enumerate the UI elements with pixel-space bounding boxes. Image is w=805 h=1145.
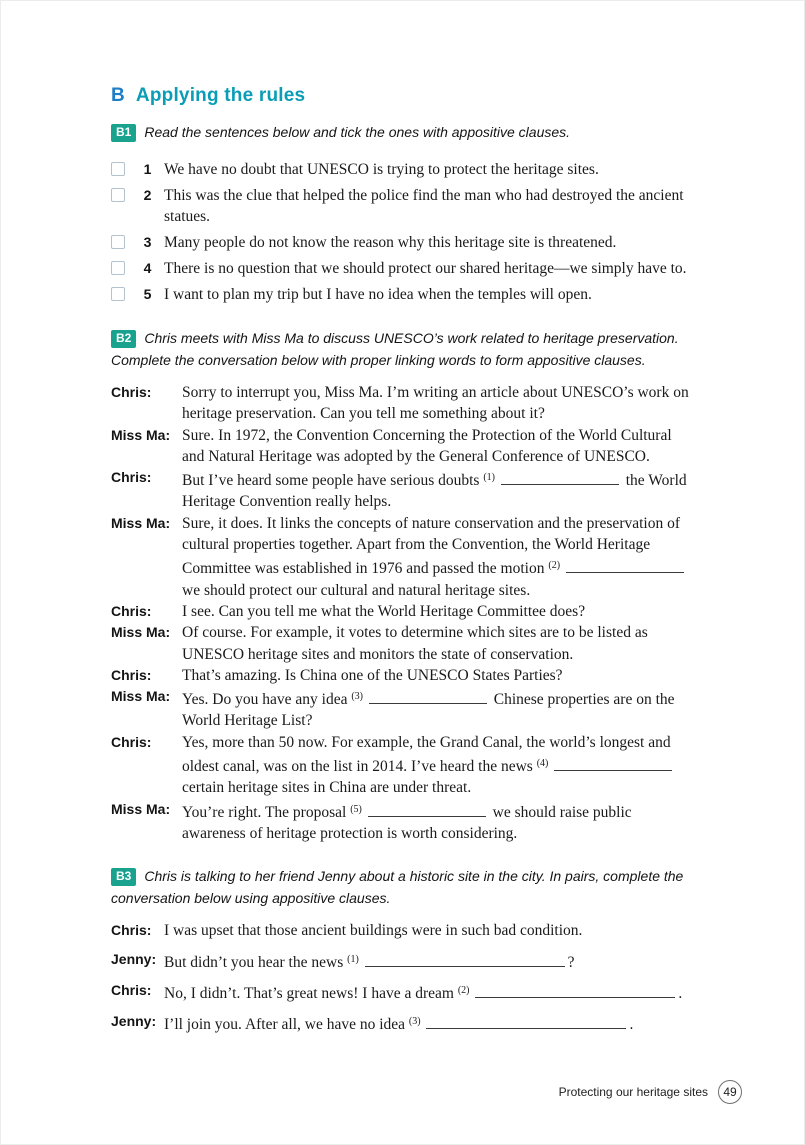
answer-blank[interactable] (475, 987, 675, 998)
dialogue-text: You’re right. The proposal $^{(5)}$ we should raise public awareness of heritage protection is worth considering. (182, 803, 632, 842)
sentence-number: 4 (143, 260, 152, 276)
dialogue-text: Of course. For example, it votes to determine which sites are to be listed as UNESCO heritage sites and monitors the state of conservation. (182, 624, 648, 663)
speaker-name: Chris: (111, 666, 152, 683)
page-footer (559, 1080, 742, 1104)
tick-sentence-row (111, 232, 696, 253)
speaker-name: Chris: (111, 469, 152, 486)
sentence-number: 5 (143, 286, 152, 302)
blank-number: (2) (457, 984, 470, 996)
sentence-text: This was the clue that helped the police find the man who had destroyed the ancient statues. (164, 187, 684, 225)
blank-number: (3) (351, 691, 363, 703)
tick-checkbox[interactable] (111, 235, 125, 249)
exercise-b2-instruction: Chris meets with Miss Ma to discuss UNESCO’s work related to heritage preservation. Complete the conversation below with proper linking words to form appositive clauses. (111, 330, 679, 368)
exercise-badge-b3: B3 (111, 868, 136, 886)
exercise-b3-instruction: Chris is talking to her friend Jenny about a historic site in the city. In pairs, complete the conversation below using appositive clauses. (111, 868, 684, 907)
blank-number: (1) (347, 953, 359, 965)
blank-number: (1) (483, 472, 495, 484)
dialogue-b2 (111, 382, 696, 844)
speaker-name: Miss Ma: (111, 688, 171, 705)
exercise-b3-head (111, 866, 696, 910)
speaker-name: Miss Ma: (111, 426, 171, 443)
dialogue-text: But I’ve heard some people have serious doubts $^{(1)}$ the World Heritage Convention really helps. (182, 472, 687, 511)
speaker-name: Chris: (111, 733, 152, 750)
dialogue-text: Yes. Do you have any idea $^{(3)}$ Chinese properties are on the World Heritage List? (182, 691, 675, 730)
dialogue-text: Sorry to interrupt you, Miss Ma. I’m writing an article about UNESCO’s work on heritage preservation. Can you tell me something about it? (182, 384, 689, 423)
speaker-name: Miss Ma: (111, 800, 171, 817)
speaker-name: Chris: (111, 602, 152, 619)
sentence-number: 1 (143, 161, 152, 177)
exercise-b3 (111, 866, 696, 1035)
dialogue-text: But didn’t you hear the news $^{(1)}$ ? (164, 953, 575, 971)
tick-sentence-row (111, 258, 696, 279)
dialogue-b3 (111, 920, 696, 1035)
exercise-b2-head (111, 328, 696, 372)
exercise-badge-b1: B1 (111, 124, 136, 142)
blank-number: (5) (350, 803, 362, 815)
answer-blank[interactable] (554, 760, 672, 771)
speaker-name: Jenny: (111, 950, 157, 967)
answer-blank[interactable] (566, 562, 684, 573)
speaker-name: Chris: (111, 981, 152, 998)
page-content (1, 1, 804, 1035)
footer-title: Protecting our heritage sites (558, 1085, 708, 1099)
section-letter: B (111, 85, 125, 106)
tick-sentence-row (111, 185, 696, 227)
exercise-b2 (111, 328, 696, 844)
exercise-badge-b2: B2 (111, 330, 136, 348)
tick-checkbox[interactable] (111, 162, 125, 176)
sentence-number: 2 (143, 187, 152, 203)
speaker-name: Miss Ma: (111, 624, 171, 641)
tick-sentence-row (111, 159, 696, 180)
sentence-text: We have no doubt that UNESCO is trying to protect the heritage sites. (164, 161, 599, 178)
speaker-name: Miss Ma: (111, 514, 171, 531)
tick-checkbox[interactable] (111, 188, 125, 202)
answer-blank[interactable] (369, 693, 487, 704)
blank-number: (2) (548, 560, 561, 572)
speaker-name: Chris: (111, 384, 152, 400)
section-title: Applying the rules (135, 85, 306, 106)
exercise-b1 (111, 122, 696, 305)
sentence-text: There is no question that we should protect our shared heritage—we simply have to. (164, 260, 687, 277)
dialogue-text: I was upset that those ancient buildings were in such bad condition. (164, 922, 583, 940)
exercise-b1-instruction: Read the sentences below and tick the ones with appositive clauses. (144, 124, 571, 140)
exercise-b1-head (111, 122, 696, 144)
tick-checkbox[interactable] (111, 261, 125, 275)
answer-blank[interactable] (426, 1018, 626, 1029)
answer-blank[interactable] (501, 474, 619, 485)
dialogue-text: I’ll join you. After all, we have no idea $^{(3)}$ . (164, 1016, 634, 1034)
dialogue-text: No, I didn’t. That’s great news! I have a dream $^{(2)}$ . (164, 984, 683, 1002)
tick-sentence-list (111, 159, 696, 305)
sentence-number: 3 (143, 234, 152, 250)
blank-number: (4) (536, 758, 549, 770)
tick-sentence-row (111, 284, 696, 305)
sentence-text: I want to plan my trip but I have no idea when the temples will open. (164, 286, 592, 303)
tick-checkbox[interactable] (111, 287, 125, 301)
speaker-name: Jenny: (111, 1013, 157, 1030)
sentence-text: Many people do not know the reason why this heritage site is threatened. (164, 234, 617, 251)
speaker-name: Chris: (111, 922, 152, 939)
blank-number: (3) (408, 1016, 421, 1028)
answer-blank[interactable] (368, 806, 486, 817)
dialogue-text: Sure, it does. It links the concepts of nature conservation and the preservation of cultural properties together. Apart from the Convention, the World Heritage Committee was established in 1976 and passed the motion $^{(2)}$ we should protect our cultural and natural heritage sites. (182, 513, 696, 601)
dialogue-text: Yes, more than 50 now. For example, the Grand Canal, the world’s longest and oldest canal, was on the list in 2014. I’ve heard the news $^{(4)}$ certain heritage sites in China are under threat. (182, 733, 671, 797)
page-number-badge: 49 (718, 1080, 742, 1104)
dialogue-text: Sure. In 1972, the Convention Concerning the Protection of the World Cultural and Natural Heritage was adopted by the General Conference of UNESCO. (182, 426, 672, 465)
answer-blank[interactable] (365, 956, 565, 967)
dialogue-text: I see. Can you tell me what the World Heritage Committee does? (182, 602, 586, 620)
section-heading (111, 85, 696, 107)
dialogue-text: That’s amazing. Is China one of the UNESCO States Parties? (182, 666, 563, 684)
